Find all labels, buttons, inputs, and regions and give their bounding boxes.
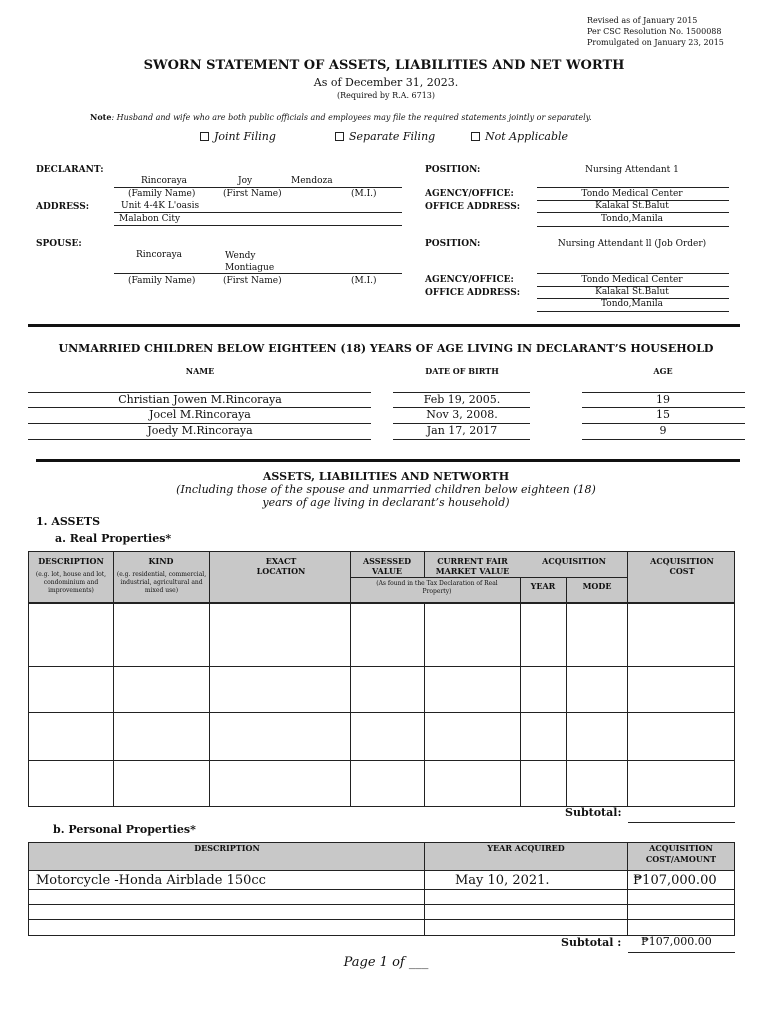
spouse-caption-first: (First Name) [223, 276, 282, 286]
children-col-dob: DATE OF BIRTH [425, 366, 499, 376]
revision-line-3: Promulgated on January 23, 2015 [587, 38, 724, 47]
real-col-line-3 [350, 551, 351, 807]
personal-col-description: DESCRIPTION [194, 843, 260, 853]
real-col-line-4a [424, 551, 425, 577]
personal-item-1-cost: ₱107,000.00 [633, 873, 717, 888]
as-of-date: As of December 31, 2023. [313, 76, 459, 89]
children-col-age: AGE [653, 366, 673, 376]
personal-row-line-3 [28, 919, 735, 920]
declarant-office-underline-1 [537, 212, 729, 213]
real-header-mid [350, 577, 627, 578]
revision-line-2: Per CSC Resolution No. 1500088 [587, 27, 722, 36]
real-header-bottom [28, 602, 735, 604]
declarant-caption-family: (Family Name) [128, 189, 196, 199]
spouse-family-name: Rincoraya [136, 250, 183, 260]
assets-label: 1. ASSETS [36, 515, 101, 528]
spouse-middle: Montiague [225, 263, 275, 273]
real-col-year: YEAR [530, 581, 556, 591]
real-col-description-note: (e.g. lot, house and lot, condominium and improvements) [35, 571, 107, 594]
spouse-first: Wendy [225, 251, 256, 261]
real-col-description: DESCRIPTION [38, 556, 104, 566]
address-label: ADDRESS: [36, 202, 90, 212]
spouse-first-name [225, 250, 274, 274]
assets-heading: ASSETS, LIABILITIES AND NETWORTH [262, 470, 510, 483]
joint-filing-label: Joint Filing [214, 130, 276, 143]
page-number: Page 1 of ___ [343, 955, 429, 970]
declarant-agency: Tondo Medical Center [581, 189, 683, 199]
spouse-office-line-2: Tondo,Manila [600, 299, 664, 309]
children-heading: UNMARRIED CHILDREN BELOW EIGHTEEN (18) YEARS OF AGE LIVING IN DECLARANT’S HOUSEHOLD [58, 342, 714, 355]
personal-col-line-1 [424, 842, 425, 936]
spouse-office-line-1: Kalakal St.Balut [595, 287, 669, 297]
declarant-office-line-2: Tondo,Manila [600, 214, 664, 224]
spouse-position-label: POSITION: [425, 239, 481, 249]
required-by: (Required by R.A. 6713) [336, 91, 436, 100]
personal-row-line-1 [28, 889, 735, 890]
spouse-position: Nursing Attendant ll (Job Order) [557, 239, 707, 249]
personal-col-line-2 [627, 842, 628, 936]
declarant-middle-name: Mendoza [291, 176, 333, 186]
real-row-line-2 [28, 712, 735, 713]
declarant-office-underline-2 [537, 226, 729, 227]
personal-item-1-year: May 10, 2021. [455, 873, 550, 888]
joint-filing-checkbox[interactable] [200, 132, 209, 141]
declarant-family-name: Rincoraya [141, 176, 188, 186]
real-subtotal-line [628, 822, 735, 823]
page-title: SWORN STATEMENT OF ASSETS, LIABILITIES AND NET WORTH [143, 58, 625, 73]
joint-filing-option[interactable] [200, 130, 276, 143]
address-line-2: Malabon City [119, 214, 181, 224]
child-3-name: Joedy M.Rincoraya [147, 424, 253, 437]
real-col-kind-note: (e.g. residential, commercial, industrial, agricultural and mixed use) [116, 571, 207, 594]
children-line-a4 [28, 439, 371, 440]
note-label: Note [90, 112, 112, 122]
real-col-location: EXACT LOCATION [256, 556, 306, 576]
spouse-position-underline [537, 273, 729, 274]
declarant-caption-first: (First Name) [223, 189, 282, 199]
assets-subheading-1: (Including those of the spouse and unmarried children below eighteen (18) [176, 483, 596, 496]
real-col-tax-note: (As found in the Tax Declaration of Real Property) [376, 580, 498, 595]
personal-row-line-2 [28, 904, 735, 905]
separate-filing-option[interactable] [335, 130, 435, 143]
real-col-line-7 [627, 551, 628, 807]
not-applicable-option[interactable] [471, 130, 568, 143]
real-col-line-4b [424, 602, 425, 807]
declarant-office-label: OFFICE ADDRESS: [425, 202, 521, 212]
note-text: : Husband and wife who are both public officials and employees may file the required statements jointly or separately. [111, 113, 592, 122]
declarant-caption-mi: (M.I.) [351, 189, 377, 199]
real-col-line-6 [566, 577, 567, 807]
children-line-c4 [582, 439, 745, 440]
note [90, 112, 592, 122]
section-divider-1 [28, 324, 740, 327]
real-properties-label: a. Real Properties* [55, 532, 172, 545]
spouse-name-underline [114, 273, 402, 274]
declarant-first-name: Joy [238, 176, 253, 186]
section-divider-2 [36, 459, 740, 462]
declarant-position-underline [537, 187, 729, 188]
real-row-line-3 [28, 760, 735, 761]
personal-properties-label: b. Personal Properties* [53, 823, 196, 836]
spouse-caption-mi: (M.I.) [351, 276, 377, 286]
children-col-name: NAME [185, 366, 215, 376]
declarant-agency-label: AGENCY/OFFICE: [425, 189, 514, 199]
child-3-age: 9 [659, 424, 667, 437]
child-2-name: Jocel M.Rincoraya [149, 408, 251, 421]
not-applicable-checkbox[interactable] [471, 132, 480, 141]
real-row-line-1 [28, 666, 735, 667]
child-2-age: 15 [656, 408, 670, 421]
address-line-1: Unit 4-4K L'oasis [121, 201, 200, 211]
personal-subtotal-value: ₱107,000.00 [641, 935, 712, 948]
declarant-position: Nursing Attendant 1 [585, 165, 679, 175]
personal-col-year: YEAR ACQUIRED [487, 843, 565, 853]
declarant-name-underline [114, 187, 402, 188]
address-underline-2 [114, 225, 402, 226]
real-col-mode: MODE [582, 581, 612, 591]
real-col-line-5 [520, 577, 521, 807]
real-col-cost: ACQUISITION COST [650, 556, 714, 576]
not-applicable-label: Not Applicable [485, 130, 569, 143]
real-col-fair: CURRENT FAIR MARKET VALUE [435, 556, 510, 576]
spouse-caption-family: (Family Name) [128, 276, 196, 286]
real-col-line-2 [209, 551, 210, 807]
spouse-label: SPOUSE: [36, 239, 82, 249]
children-line-b4 [393, 439, 530, 440]
declarant-office-line-1: Kalakal St.Balut [595, 201, 669, 211]
spouse-office-underline-2 [537, 311, 729, 312]
personal-col-cost: ACQUISITION COST/AMOUNT [645, 843, 717, 864]
revision-line-1: Revised as of January 2015 [587, 16, 698, 25]
declarant-position-label: POSITION: [425, 165, 481, 175]
separate-filing-checkbox[interactable] [335, 132, 344, 141]
real-col-acquisition: ACQUISITION [542, 556, 606, 566]
declarant-label: DECLARANT: [36, 165, 104, 175]
child-2-dob: Nov 3, 2008. [426, 408, 498, 421]
separate-filing-label: Separate Filing [349, 130, 436, 143]
child-3-dob: Jan 17, 2017 [426, 424, 498, 437]
spouse-agency: Tondo Medical Center [581, 275, 683, 285]
personal-subtotal-line [628, 952, 735, 953]
address-underline-1 [114, 212, 402, 213]
personal-header-bottom [28, 870, 735, 871]
real-col-line-1 [113, 551, 114, 807]
real-col-kind: KIND [148, 556, 174, 566]
real-subtotal-label: Subtotal: [565, 806, 622, 819]
personal-subtotal-label: Subtotal : [561, 936, 622, 949]
child-1-name: Christian Jowen M.Rincoraya [118, 393, 282, 406]
spouse-office-label: OFFICE ADDRESS: [425, 288, 521, 298]
real-col-assessed: ASSESSED VALUE [362, 556, 412, 576]
child-1-age: 19 [656, 393, 670, 406]
child-1-dob: Feb 19, 2005. [423, 393, 501, 406]
assets-subheading-2: years of age living in declarant’s household) [262, 496, 510, 509]
personal-item-1-description: Motorcycle -Honda Airblade 150cc [36, 873, 266, 888]
spouse-agency-label: AGENCY/OFFICE: [425, 275, 514, 285]
revision-note [587, 15, 724, 48]
